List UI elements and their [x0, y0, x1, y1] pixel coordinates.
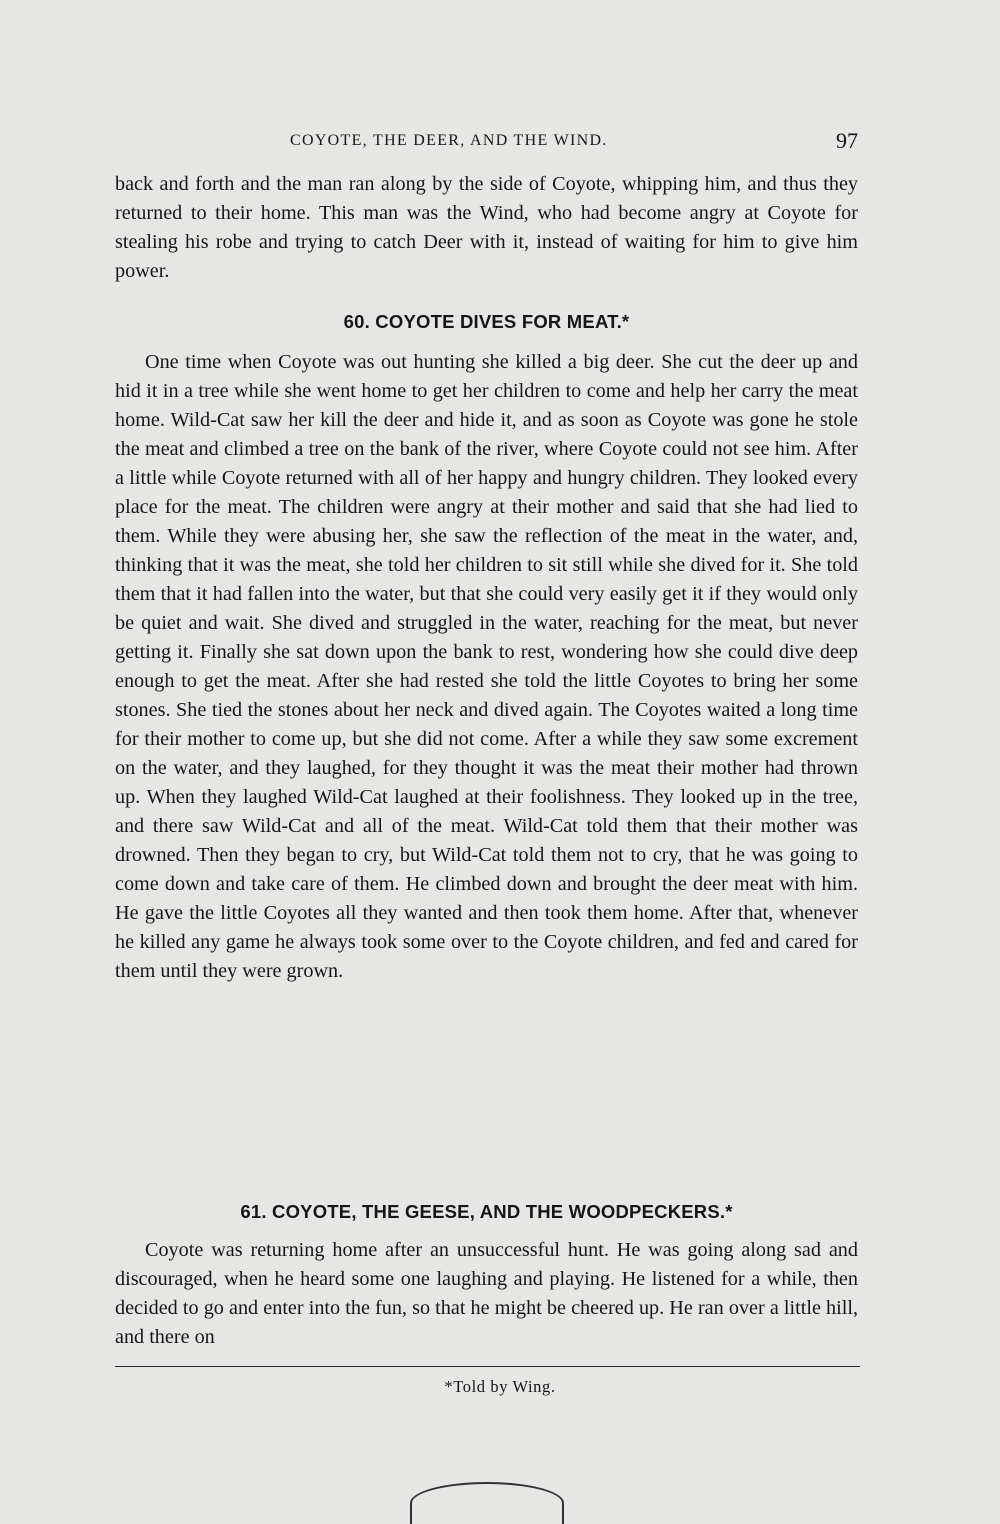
paragraph-continuation: back and forth and the man ran along by the side of Coyote, whipping him, and thus they returned to their home. This man was the Wind, who had become angry at Coyote for stealing his robe and trying to catch Deer with it, instead of waiting for him to give him power.	[115, 173, 858, 282]
running-head	[115, 128, 858, 158]
page-number: 97	[836, 128, 858, 153]
story-60-paragraph: One time when Coyote was out hunting she killed a big deer. She cut the deer up and hid it in a tree while she went home to get her children to come and help her carry the meat home. Wild-Cat saw her kill the deer and hide it, and as soon as Coyote was gone he stole the meat and climbed a tree on the bank of the river, where Coyote could not see him. After a little while Coyote returned with all of her happy and hungry children. They looked every place for the meat. The children were angry at their mother and said that she had lied to them. While they were abusing her, she saw the reflection of the meat in the water, and, thinking that it was the meat, she told her children to sit still while she dived for it. She told them that it had fallen into the water, but that she could very easily get it if they would only be quiet and wait. She dived and struggled in the water, reaching for the meat, but never getting it. Finally she sat down upon the bank to rest, wondering how she could dive deep enough to get the meat. After she had rested she told the little Coyotes to bring her some stones. She tied the stones about her neck and dived again. The Coyotes waited a long time for their mother to come up, but she did not come. After a while they saw some excrement on the water, and they laughed, for they thought it was the meat their mother had thrown up. When they laughed Wild-Cat laughed at their foolishness. They looked up in the tree, and there saw Wild-Cat and all of the meat. Wild-Cat told them that their mother was drowned. Then they began to cry, but Wild-Cat told them not to cry, that he was going to come down and take care of them. He climbed down and brought the deer meat with him. He gave the little Coyotes all they wanted and then took them home. After that, whenever he killed any game he always took some over to the Coyote children, and fed and cared for them until they were grown.	[115, 351, 858, 982]
story-61-paragraph: Coyote was returning home after an unsuccessful hunt. He was going along sad and discouraged, when he heard some one laughing and playing. He listened for a while, then decided to go and enter into the fun, so that he might be cheered up. He ran over a little hill, and there on	[115, 1239, 858, 1348]
library-stamp-outline	[410, 1482, 564, 1524]
footnote-rule	[115, 1366, 860, 1367]
story-61-heading: 61. COYOTE, THE GEESE, AND THE WOODPECKERS.*	[240, 1201, 733, 1222]
story-61	[115, 1201, 858, 1352]
running-title: COYOTE, THE DEER, AND THE WIND.	[290, 132, 608, 149]
story-60-heading: 60. COYOTE DIVES FOR MEAT.*	[343, 311, 630, 332]
story-60	[115, 311, 858, 986]
continuation-block	[115, 170, 858, 286]
footnote: *Told by Wing.	[444, 1377, 556, 1396]
